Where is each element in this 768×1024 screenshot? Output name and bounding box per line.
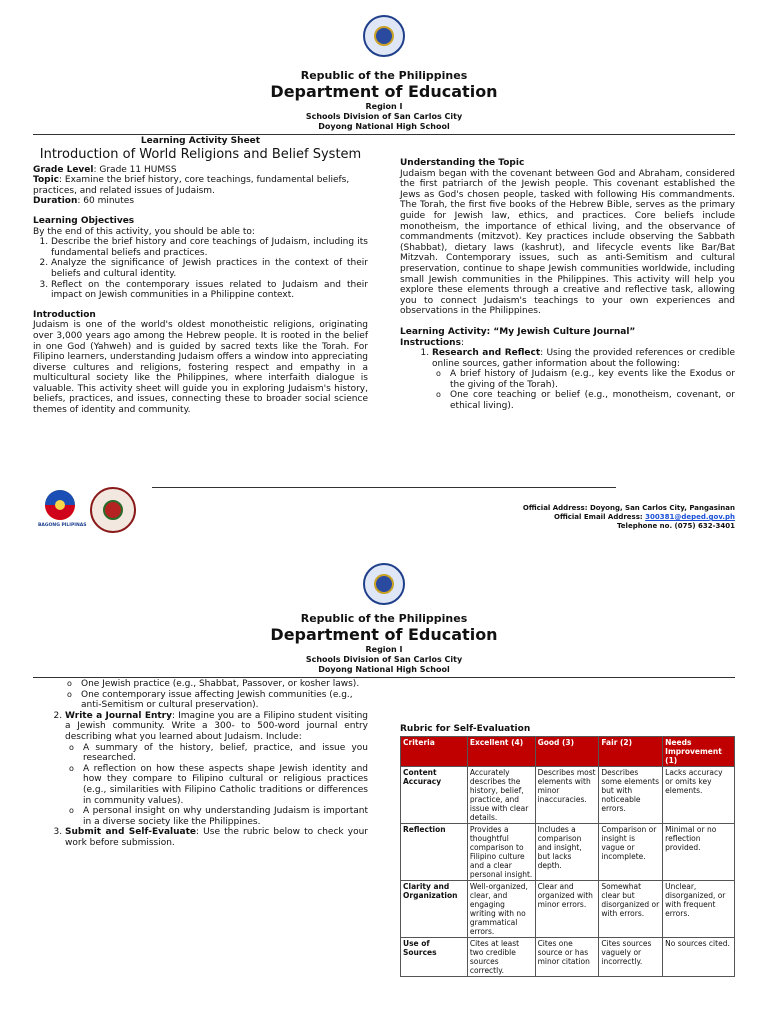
rubric-criteria: Use of Sources (401, 938, 468, 977)
step1-subitem: o One Jewish practice (e.g., Shabbat, Passover, or kosher laws). (81, 679, 368, 690)
step1-sublist (432, 369, 735, 411)
rubric-row (401, 938, 735, 977)
activity-heading: Learning Activity: “My Jewish Culture Journal” (400, 326, 636, 337)
topic-label: Topic (33, 175, 59, 186)
rubric-cell: Lacks accuracy or omits key elements. (663, 767, 735, 824)
objective-item: 2. Analyze the significance of Jewish practices in the context of their beliefs and cultural identity. (51, 258, 368, 279)
division-label: Schools Division of San Carlos City (305, 655, 463, 664)
rubric-header-cell: Criteria (401, 737, 468, 767)
instructions-label: Instructions (400, 337, 461, 348)
rubric-cell: Cites at least two credible sources correctly. (467, 938, 535, 977)
rubric-cell: Accurately describes the history, belief, practice, and issue with clear details. (467, 767, 535, 824)
objective-item: 3. Reflect on the contemporary issues related to Judaism and their impact on Jewish communities in a Philippine context. (51, 280, 368, 301)
instruction-step (65, 711, 368, 828)
introduction-text: Judaism is one of the world's oldest monotheistic religions, originating over 3,000 years ago among the Hebrew people. It is rooted in the belief in one God (Yahweh) and is guided by sacred texts like the Torah. For Filipino learners, understanding Judaism offers a window into appreciating diverse cultures and religions, fostering respect and empathy in a multicultural society like the Philippines, where interfaith dialogue is valuable. This activity sheet will guide you in exploring Judaism's history, beliefs, practices, and issues, connecting these to broader social science themes of identity and community. (33, 320, 368, 416)
step2-subitem: o A reflection on how these aspects shape Jewish identity and how they compare to Filipino cultural or religious practices (e.g., similarities with Filipino Catholic traditions or differences in community values). (83, 764, 368, 806)
rubric-cell: Minimal or no reflection provided. (663, 824, 735, 881)
step2-subitem: o A personal insight on why understanding Judaism is important in a diverse society like the Philippines. (83, 806, 368, 827)
footer-email-link[interactable]: 300381@deped.gov.ph (645, 513, 735, 521)
header-divider (33, 134, 735, 135)
department-title: Department of Education (270, 82, 498, 101)
topic-value: : Examine the brief history, core teachings, fundamental beliefs, practices, and related issues of Judaism. (33, 175, 350, 196)
rubric-cell: No sources cited. (663, 938, 735, 977)
rubric-row (401, 881, 735, 938)
step2-label: Write a Journal Entry (65, 710, 172, 721)
instructions-list-continued (33, 711, 368, 849)
bagong-pilipinas-logo (38, 487, 86, 529)
footer-phone: Telephone no. (075) 632-3401 (616, 522, 735, 530)
footer-contact (380, 504, 735, 531)
republic-label: Republic of the Philippines (300, 69, 468, 82)
rubric-cell: Unclear, disorganized, or with frequent errors. (663, 881, 735, 938)
rubric-header-cell: Needs Improvement (1) (663, 737, 735, 767)
rubric-cell: Describes some elements but with noticeable errors. (599, 767, 663, 824)
page1-left-column (33, 136, 368, 416)
school-logo (90, 487, 136, 533)
rubric-criteria: Reflection (401, 824, 468, 881)
rubric-table-wrap (400, 736, 735, 1024)
instruction-step (432, 348, 735, 412)
page2-left-column (33, 679, 368, 849)
region-label: Region I (365, 102, 403, 111)
rubric-cell: Cites sources vaguely or incorrectly. (599, 938, 663, 977)
duration-value: : 60 minutes (77, 196, 135, 207)
sheet-label: Learning Activity Sheet (140, 136, 261, 146)
instruction-step (65, 827, 368, 848)
objectives-intro: By the end of this activity, you should be able to: (33, 226, 255, 237)
grade-value: : Grade 11 HUMSS (93, 164, 177, 175)
footer-address: Official Address: Doyong, San Carlos City, Pangasinan (522, 504, 735, 512)
duration-label: Duration (33, 196, 78, 207)
rubric-table (400, 736, 735, 977)
understanding-text: Judaism began with the covenant between God and Abraham, considered the first patriarch of the Jewish people. This covenant established the Jews as God's chosen people, tasked with following His commandments. The Torah, the first five books of the Hebrew Bible, serves as the primary guide for Jewish law, ethics, and practices. Core beliefs include monotheism, the importance of ethical living, and the observance of commandments (mitzvot). Key practices include observing the Sabbath (Shabbat), dietary laws (kashrut), and lifecycle events like Bar/Bat Mitzvah. Contemporary issues, such as anti-Semitism and cultural preservation, continue to shape Jewish communities worldwide, including small Jewish communities in the Philippines. This activity will help you explore these elements through a creative and reflective task, allowing you to connect Judaism's teachings to your own experiences and observations in the Philippines. (400, 168, 735, 317)
rubric-header-cell: Excellent (4) (467, 737, 535, 767)
header-divider (33, 677, 735, 678)
division-label: Schools Division of San Carlos City (305, 112, 463, 121)
department-title: Department of Education (270, 625, 498, 644)
rubric-cell: Well-organized, clear, and engaging writing with no grammatical errors. (467, 881, 535, 938)
rubric-cell: Comparison or insight is vague or incomplete. (599, 824, 663, 881)
rubric-title: Rubric for Self-Evaluation (400, 724, 531, 734)
step1-sublist-continued (33, 679, 368, 711)
page1-right-column: Understanding the Topic Judaism began with the covenant between God and Abraham, considered the first patriarch of the Jewish people. This covenant established the Jews as God's chosen people, tasked with following His commandments. The Torah, the first five books of the Hebrew Bible, serves as the primary guide for Jewish law, ethics, and practices. Core beliefs include monotheism, the importance of ethical living, and the observance of commandments (mitzvot). Key practices include observing the Sabbath (Shabbat), dietary laws (kashrut), and lifecycle events like Bar/Bat Mitzvah. Contemporary issues, such as anti-Semitism and cultural preservation, continue to shape Jewish communities worldwide, including small Jewish communities in the Philippines. This activity will help you explore these elements through a creative and reflective task, allowing you to connect Judaism's teachings to your own experiences and observations in the Philippines. Learning Activity: “My Jewish Culture Journal” Instructions: 1. Research and Reflect: Using the provided references or credible online sources, gather information about the following: o A brief history of Judaism (e.g., key events like the Exodus or the giving of the Torah). o One core teaching or belief (e.g., monotheism, covenant, or ethical living). (400, 158, 735, 412)
step1-label: Research and Reflect (432, 348, 541, 359)
deped-seal (363, 563, 405, 605)
objective-item: 1. Describe the brief history and core teachings of Judaism, including its fundamental beliefs and practices. (51, 237, 368, 258)
region-label: Region I (365, 645, 403, 654)
school-label: Doyong National High School (318, 665, 450, 674)
step3-text: : Use the rubric below to check your work before submission. (65, 827, 368, 848)
step2-subitem: o A summary of the history, belief, practice, and issue you researched. (83, 743, 368, 764)
objectives-list (33, 237, 368, 301)
footer-divider (152, 487, 616, 488)
rubric-cell: Provides a thoughtful comparison to Filipino culture and a clear personal insight. (467, 824, 535, 881)
rubric-header-row (401, 737, 735, 767)
rubric-criteria: Content Accuracy (401, 767, 468, 824)
school-label: Doyong National High School (318, 122, 450, 131)
step1-text: : Using the provided references or credible online sources, gather information about the following: (432, 348, 735, 369)
rubric-cell: Cites one source or has minor citation (535, 938, 599, 977)
understanding-heading: Understanding the Topic (400, 158, 525, 168)
footer-email-label: Official Email Address: (554, 513, 646, 521)
step1-subitem: o A brief history of Judaism (e.g., key events like the Exodus or the giving of the Torah). (450, 369, 735, 390)
sheet-title: Introduction of World Religions and Belief System (39, 146, 362, 162)
rubric-criteria: Clarity and Organization (401, 881, 468, 938)
rubric-header-cell: Fair (2) (599, 737, 663, 767)
introduction-heading: Introduction (33, 309, 96, 320)
rubric-cell: Somewhat clear but disorganized or with errors. (599, 881, 663, 938)
step2-sublist (65, 743, 368, 828)
objectives-heading: Learning Objectives (33, 215, 135, 226)
grade-label: Grade Level (33, 164, 94, 175)
step3-label: Submit and Self-Evaluate (65, 827, 197, 838)
rubric-cell: Clear and organized with minor errors. (535, 881, 599, 938)
rubric-header-cell: Good (3) (535, 737, 599, 767)
step2-text: : Imagine you are a Filipino student visiting a Jewish community. Write a 300- to 500-word journal entry describing what you learned about Judaism. Include: (65, 710, 368, 742)
step1-subitem: o One contemporary issue affecting Jewish communities (e.g., anti-Semitism or cultural preservation). (81, 690, 368, 711)
deped-seal (363, 15, 405, 57)
rubric-row (401, 767, 735, 824)
instructions-list (400, 348, 735, 412)
rubric-row (401, 824, 735, 881)
step1-subitem: o One core teaching or belief (e.g., monotheism, covenant, or ethical living). (450, 390, 735, 411)
rubric-cell: Includes a comparison and insight, but lacks depth. (535, 824, 599, 881)
bagong-pilipinas-label: BAGONG PILIPINAS (38, 523, 87, 528)
republic-label: Republic of the Philippines (300, 612, 468, 625)
rubric-cell: Describes most elements with minor inaccuracies. (535, 767, 599, 824)
